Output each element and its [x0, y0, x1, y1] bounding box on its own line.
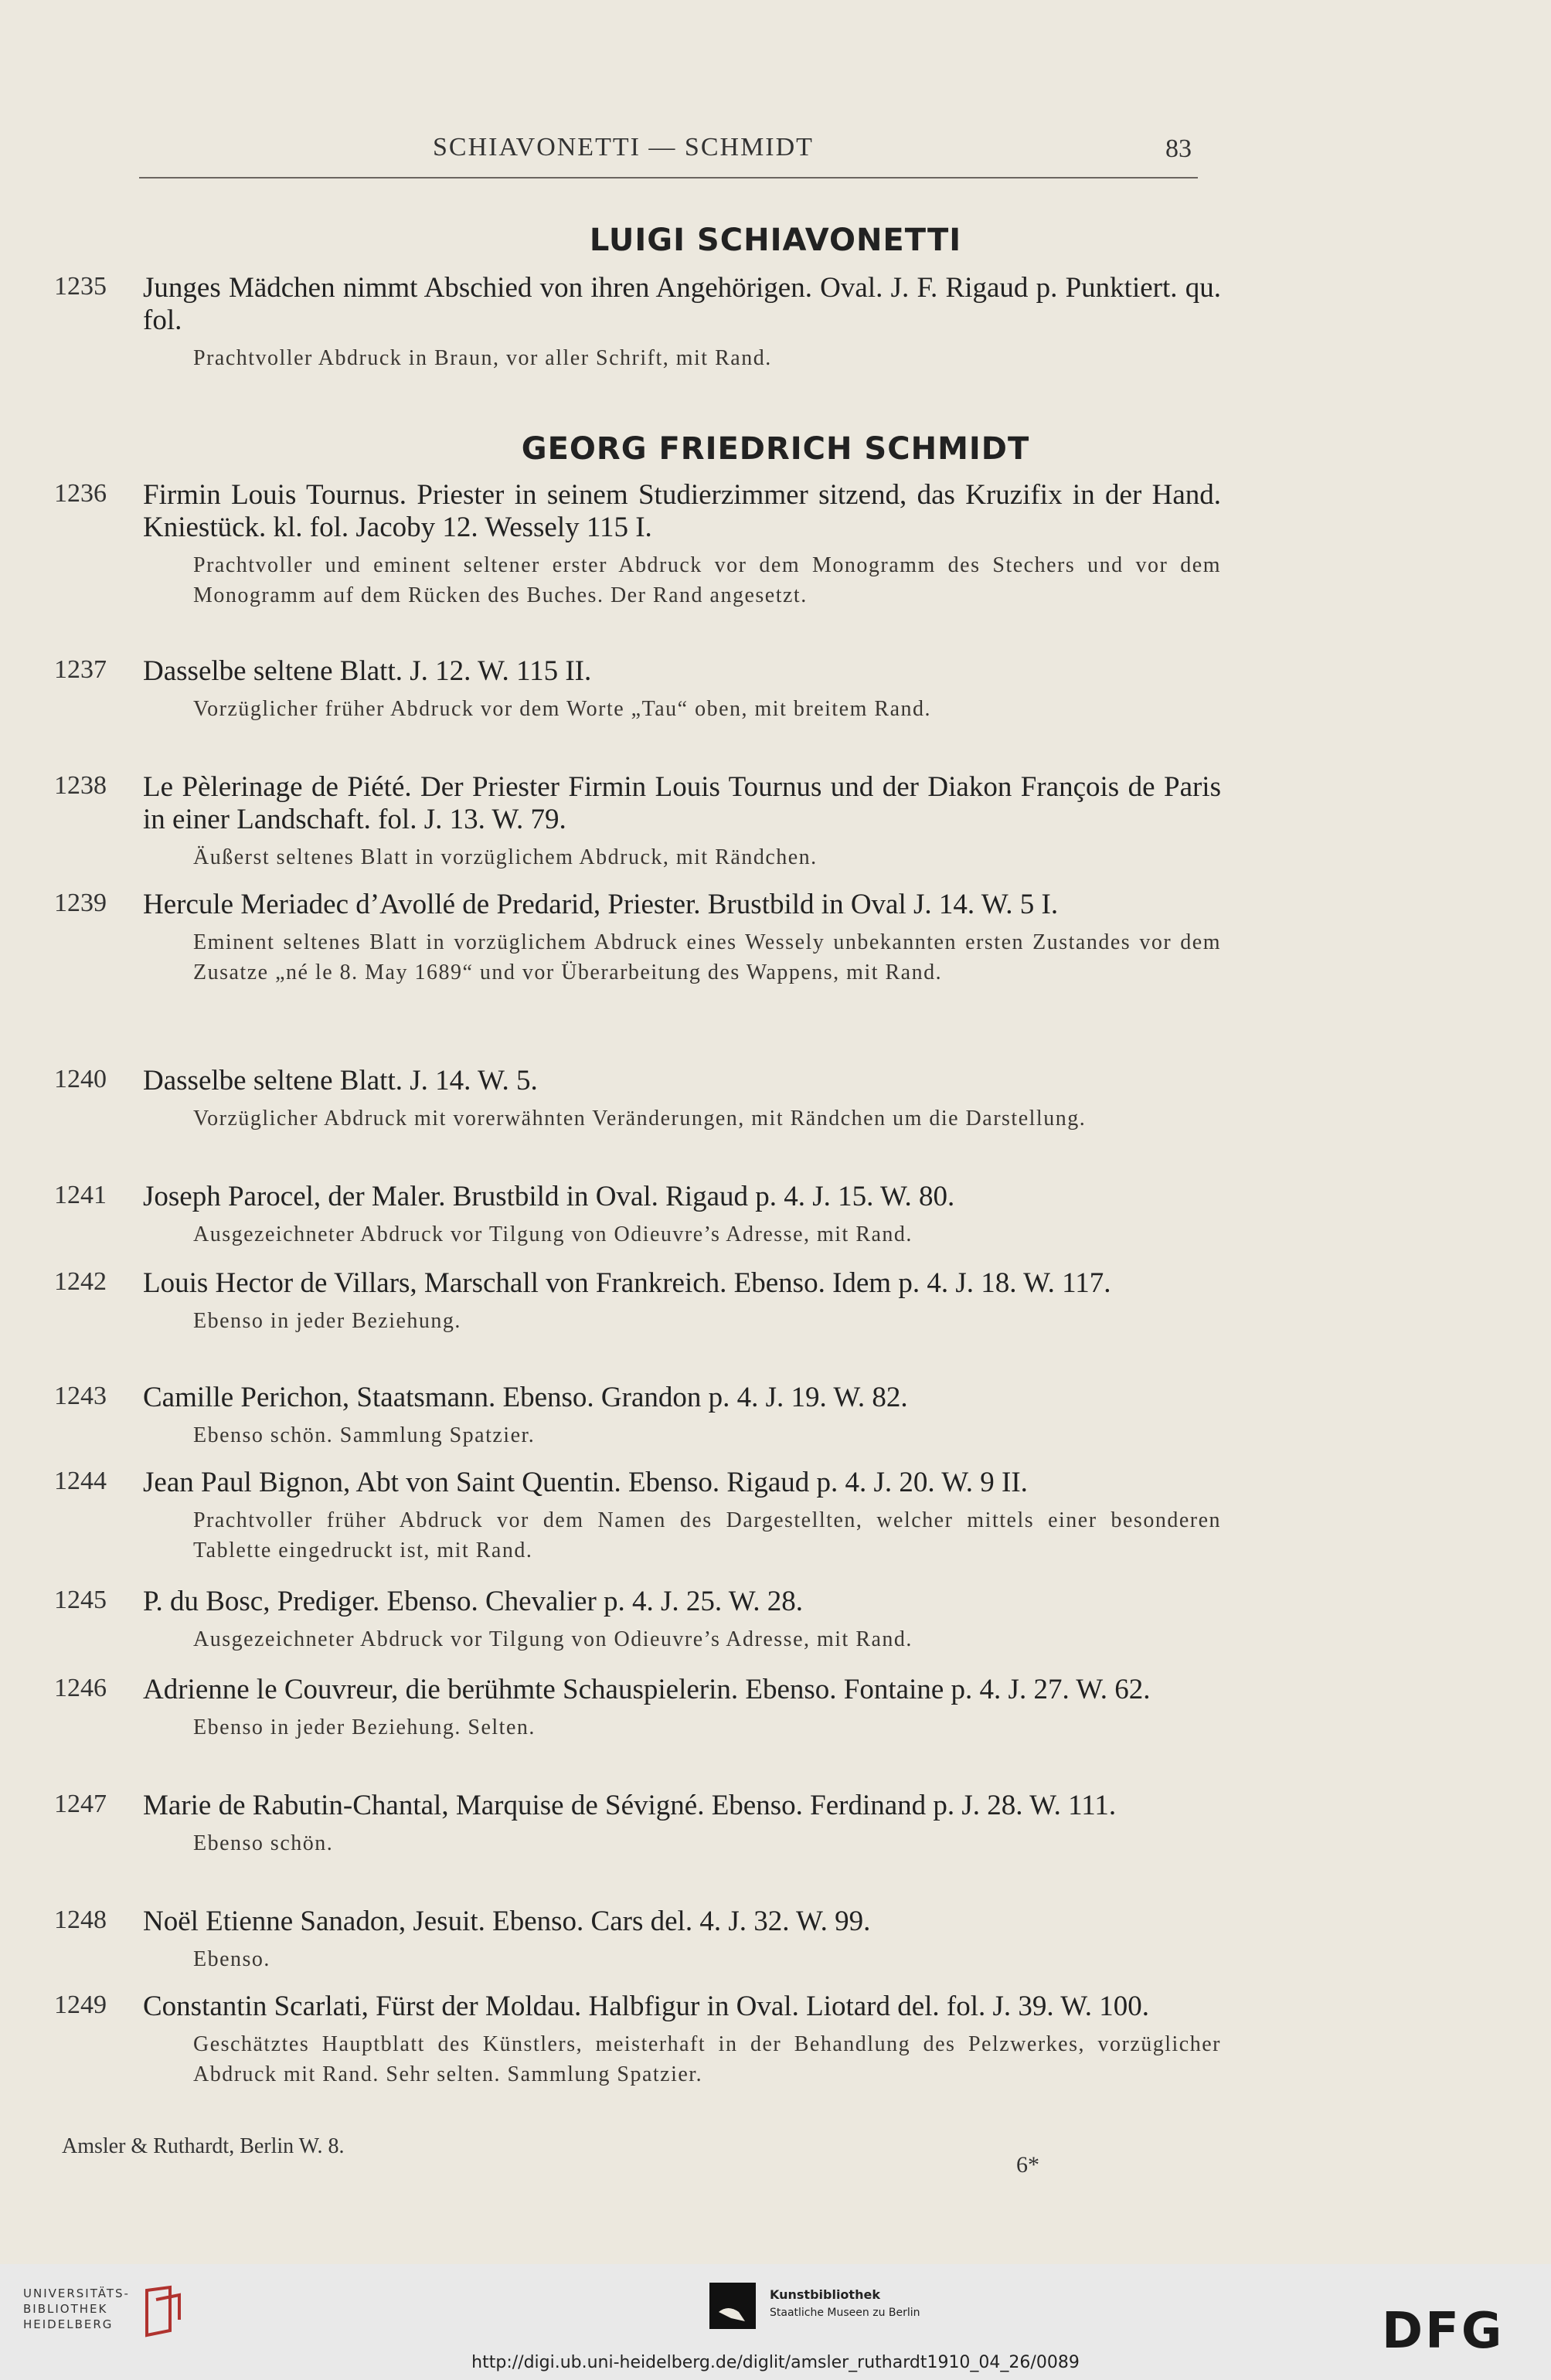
entry-title: Jean Paul Bignon, Abt von Saint Quentin. Ebenso. Rigaud p. 4. J. 20. W. 9 II.	[143, 1467, 1028, 1498]
university-line: BIBLIOTHEK	[23, 2302, 108, 2316]
entry-note: Prachtvoller früher Abdruck vor dem Namen des Dargestellten, welcher mittels einer besonderen Tablette eingedruckt ist, mit Rand.	[193, 1508, 1221, 1562]
entry-number: 1243	[54, 1382, 107, 1410]
entry-note: Ausgezeichneter Abdruck vor Tilgung von Odieuvre’s Adresse, mit Rand.	[193, 1222, 913, 1246]
entry-title: Adrienne le Couvreur, die berühmte Schauspielerin. Ebenso. Fontaine p. 4. J. 27. W. 62.	[143, 1674, 1151, 1705]
catalog-entry-1243	[54, 1382, 1221, 1450]
entry-number: 1238	[54, 771, 107, 800]
entry-title: Le Pèlerinage de Piété. Der Priester Firmin Louis Tournus und der Diakon François de Paris in einer Landschaft. fol. J. 13. W. 79.	[143, 771, 1221, 835]
catalog-entry-1241	[54, 1181, 1221, 1250]
entry-title: Firmin Louis Tournus. Priester in seinem Studierzimmer sitzend, das Kruzifix in der Hand. Kniestück. kl. fol. Jacoby 12. Wessely 115 I.	[143, 479, 1221, 543]
catalog-entry-1238	[54, 771, 1221, 872]
entry-title: Camille Perichon, Staatsmann. Ebenso. Grandon p. 4. J. 19. W. 82.	[143, 1382, 908, 1413]
entry-number: 1245	[54, 1586, 107, 1614]
catalog-entry-1242	[54, 1267, 1221, 1336]
entry-number: 1237	[54, 655, 107, 684]
entry-title: Louis Hector de Villars, Marschall von Frankreich. Ebenso. Idem p. 4. J. 18. W. 117.	[143, 1267, 1111, 1299]
page-number: 83	[1165, 134, 1192, 163]
entry-note: Ebenso schön.	[193, 1831, 334, 1855]
catalog-entry-1236	[54, 479, 1221, 610]
entry-title: Constantin Scarlati, Fürst der Moldau. Halbfigur in Oval. Liotard del. fol. J. 39. W. 100.	[143, 1991, 1150, 2022]
entry-note: Prachtvoller und eminent seltener erster Abdruck vor dem Monogramm des Stechers und vor dem Monogramm auf dem Rücken des Buches. Der Rand angesetzt.	[193, 553, 1221, 607]
entry-number: 1247	[54, 1790, 107, 1818]
catalog-entry-1245	[54, 1586, 1221, 1654]
entry-number: 1246	[54, 1674, 107, 1702]
entry-number: 1249	[54, 1991, 107, 2019]
entry-number: 1235	[54, 272, 107, 301]
entry-note: Ebenso schön. Sammlung Spatzier.	[193, 1423, 536, 1447]
university-line: HEIDELBERG	[23, 2317, 114, 2331]
catalog-entry-1239	[54, 889, 1221, 988]
publisher-imprint: Amsler & Ruthardt, Berlin W. 8.	[62, 2134, 345, 2158]
running-head: SCHIAVONETTI — SCHMIDT	[433, 133, 814, 162]
kunstbibliothek-logo-icon	[708, 2281, 757, 2331]
digitization-footer	[0, 2264, 1551, 2380]
entry-note: Ausgezeichneter Abdruck vor Tilgung von Odieuvre’s Adresse, mit Rand.	[193, 1627, 913, 1651]
entry-number: 1239	[54, 889, 107, 917]
university-library-name	[23, 2286, 130, 2332]
catalog-entry-1248	[54, 1906, 1221, 1974]
kunstbibliothek-label	[770, 2287, 920, 2319]
entry-note: Vorzüglicher Abdruck mit vorerwähnten Veränderungen, mit Rändchen um die Darstellung.	[193, 1107, 1087, 1130]
entry-note: Ebenso in jeder Beziehung.	[193, 1309, 461, 1333]
catalog-entry-1244	[54, 1467, 1221, 1566]
entry-title: Junges Mädchen nimmt Abschied von ihren Angehörigen. Oval. J. F. Rigaud p. Punktiert. qu. fol.	[143, 272, 1221, 336]
entry-note: Geschätztes Hauptblatt des Künstlers, meisterhaft in der Behandlung des Pelzwerkes, vorzüglicher Abdruck mit Rand. Sehr selten. Sammlung Spatzier.	[193, 2032, 1221, 2086]
section-title-schiavonetti: LUIGI SCHIAVONETTI	[589, 223, 962, 258]
entry-number: 1236	[54, 479, 107, 508]
section-title-schmidt: GEORG FRIEDRICH SCHMIDT	[521, 431, 1030, 467]
entry-title: Joseph Parocel, der Maler. Brustbild in Oval. Rigaud p. 4. J. 15. W. 80.	[143, 1181, 955, 1212]
entry-note: Ebenso in jeder Beziehung. Selten.	[193, 1715, 536, 1739]
entry-title: P. du Bosc, Prediger. Ebenso. Chevalier p. 4. J. 25. W. 28.	[143, 1586, 804, 1617]
entry-number: 1241	[54, 1181, 107, 1209]
entry-title: Marie de Rabutin-Chantal, Marquise de Sévigné. Ebenso. Ferdinand p. J. 28. W. 111.	[143, 1790, 1117, 1821]
entry-title: Dasselbe seltene Blatt. J. 14. W. 5.	[143, 1065, 538, 1096]
catalog-entry-1237	[54, 655, 1221, 724]
entry-note: Vorzüglicher früher Abdruck vor dem Worte „Tau“ oben, mit breitem Rand.	[193, 697, 931, 721]
entry-note: Ebenso.	[193, 1947, 270, 1971]
library-name: Kunstbibliothek	[770, 2287, 880, 2302]
catalog-entry-1240	[54, 1065, 1221, 1134]
entry-number: 1242	[54, 1267, 107, 1296]
dfg-logo: DFG	[1382, 2303, 1505, 2360]
entry-number: 1240	[54, 1065, 107, 1093]
university-line: UNIVERSITÄTS-	[23, 2286, 130, 2300]
permalink-url[interactable]: http://digi.ub.uni-heidelberg.de/diglit/amsler_ruthardt1910_04_26/0089	[471, 2353, 1080, 2372]
header-rule	[139, 177, 1198, 178]
entry-title: Dasselbe seltene Blatt. J. 12. W. 115 II.	[143, 655, 592, 687]
catalog-entry-1246	[54, 1674, 1221, 1742]
entry-title: Hercule Meriadec d’Avollé de Predarid, Priester. Brustbild in Oval J. 14. W. 5 I.	[143, 889, 1059, 920]
entry-note: Äußerst seltenes Blatt in vorzüglichem Abdruck, mit Rändchen.	[193, 845, 818, 869]
entry-note: Eminent seltenes Blatt in vorzüglichem Abdruck eines Wessely unbekannten ersten Zustandes vor dem Zusatze „né le 8. May 1689“ und vor Überarbeitung des Wappens, mit Rand.	[193, 930, 1221, 984]
catalog-entry-1235	[54, 272, 1221, 373]
entry-number: 1248	[54, 1906, 107, 1934]
sheet-signature: 6*	[1016, 2152, 1039, 2178]
university-logo-icon	[139, 2284, 185, 2338]
entry-number: 1244	[54, 1467, 107, 1495]
entry-title: Noël Etienne Sanadon, Jesuit. Ebenso. Cars del. 4. J. 32. W. 99.	[143, 1906, 871, 1937]
library-subtitle: Staatliche Museen zu Berlin	[770, 2307, 920, 2319]
catalog-entry-1249	[54, 1991, 1221, 2089]
catalog-entry-1247	[54, 1790, 1221, 1858]
entry-note: Prachtvoller Abdruck in Braun, vor aller Schrift, mit Rand.	[193, 346, 772, 370]
